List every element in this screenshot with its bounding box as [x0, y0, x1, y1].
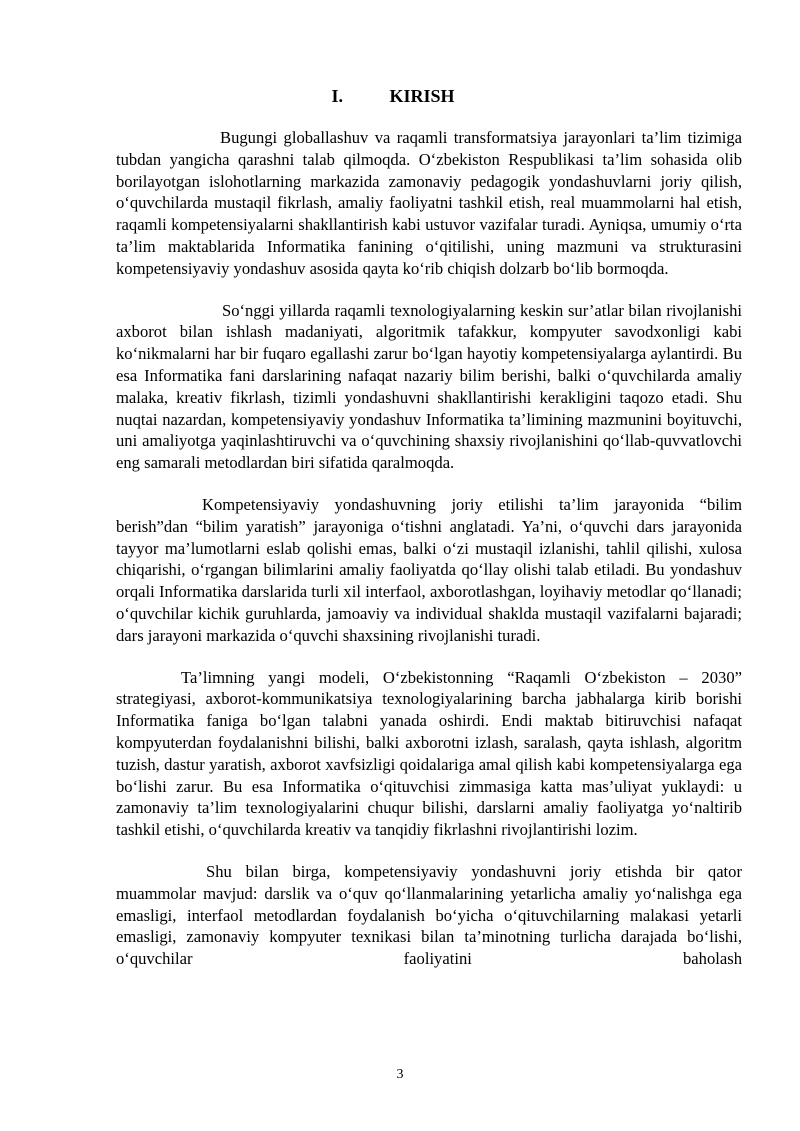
- paragraph: So‘nggi yillarda raqamli texnologiyalarning keskin sur’atlar bilan rivojlanishi axborot bilan ishlash madaniyati, algoritmik tafakkur, kompyuter savodxonligi kabi ko‘nikmalarni har bir fuqaro egallashi zarur bo‘lgan hayotiy kompetensiyalarga aylantirdi. Bu esa Informatika fani darslarining nafaqat nazariy bilim berishi, balki o‘quvchilarda amaliy malaka, kreativ fikrlash, tizimli yondashuvni shakllantirishi kerakligini taqozo etadi. Shu nuqtai nazardan, kompetensiyaviy yondashuv Informatika ta’limining mazmunini boyituvchi, uni amaliyotga yaqinlashtiruvchi va o‘quvchining shaxsiy rivojlanishini qo‘llab-quvvatlovchi eng samarali metodlardan biri sifatida qaralmoqda.: [116, 300, 742, 473]
- section-heading: [0, 84, 800, 108]
- section-title: KIRISH: [389, 86, 455, 106]
- paragraph: Kompetensiyaviy yondashuvning joriy etilishi ta’lim jarayonida “bilim berish”dan “bilim yaratish” jarayoniga o‘tishni anglatadi. Ya’ni, o‘quvchi dars jarayonida tayyor ma’lumotlarni eslab qolishi emas, balki o‘zi mustaqil izlanishi, tahlil qilishi, xulosa chiqarishi, o‘rgangan bilimlarini amaliy faoliyatda qo‘llay olishi talab etiladi. Bu yondashuv orqali Informatika darslarida turli xil interfaol, axborotlashgan, loyihaviy metodlar qo‘llanadi; o‘quvchilar kichik guruhlarda, jamoaviy va individual shaklda mustaqil vazifalarni bajaradi; dars jarayoni markazida o‘quvchi shaxsining rivojlanishi turadi.: [116, 494, 742, 645]
- page-number: 3: [396, 1067, 404, 1082]
- section-number: I.: [331, 86, 343, 106]
- body-text: [116, 127, 742, 970]
- paragraph: Ta’limning yangi modeli, O‘zbekistonning “Raqamli O‘zbekiston – 2030” strategiyasi, axborot-kommunikatsiya texnologiyalarining barcha jabhalarga kirib borishi Informatika faniga bo‘lgan talabni yanada oshirdi. Endi maktab bitiruvchisi nafaqat kompyuterdan foydalanishni bilishi, balki axborotni izlash, saralash, qayta ishlash, algoritm tuzish, dastur yaratish, axborot xavfsizligi qoidalariga amal qilish kabi kompetensiyalarga ega bo‘lishi zarur. Bu esa Informatika o‘qituvchisi zimmasiga katta mas’uliyat yuklaydi: u zamonaviy ta’lim texnologiyalarini chuqur bilishi, darslarni amaliy faoliyatga yo‘naltirib tashkil etishi, o‘quvchilarda kreativ va tanqidiy fikrlashni rivojlantirishi lozim.: [116, 667, 742, 840]
- paragraph: Shu bilan birga, kompetensiyaviy yondashuvni joriy etishda bir qator muammolar mavjud: darslik va o‘quv qo‘llanmalarining yetarlicha amaliy yo‘nalishga ega emasligi, interfaol metodlardan foydalanish bo‘yicha o‘qituvchilarning malakasi yetarli emasligi, zamonaviy kompyuter texnikasi bilan ta’minotning turlicha darajada bo‘lishi, o‘quvchilar faoliyatini baholash: [116, 861, 742, 969]
- paragraph: Bugungi globallashuv va raqamli transformatsiya jarayonlari ta’lim tizimiga tubdan yangicha qarashni talab qilmoqda. O‘zbekiston Respublikasi ta’lim sohasida olib borilayotgan islohotlarning markazida zamonaviy pedagogik yondashuvlarni joriy qilish, o‘quvchilarda mustaqil fikrlash, amaliy faoliyatni tashkil etish, real muammolarni hal etish, raqamli kompetensiyalarni shakllantirish kabi ustuvor vazifalar turadi. Ayniqsa, umumiy o‘rta ta’lim maktablarida Informatika fanining o‘qitilishi, uning mazmuni va strukturasini kompetensiyaviy yondashuv asosida qayta ko‘rib chiqish dolzarb bo‘lib bormoqda.: [116, 128, 742, 278]
